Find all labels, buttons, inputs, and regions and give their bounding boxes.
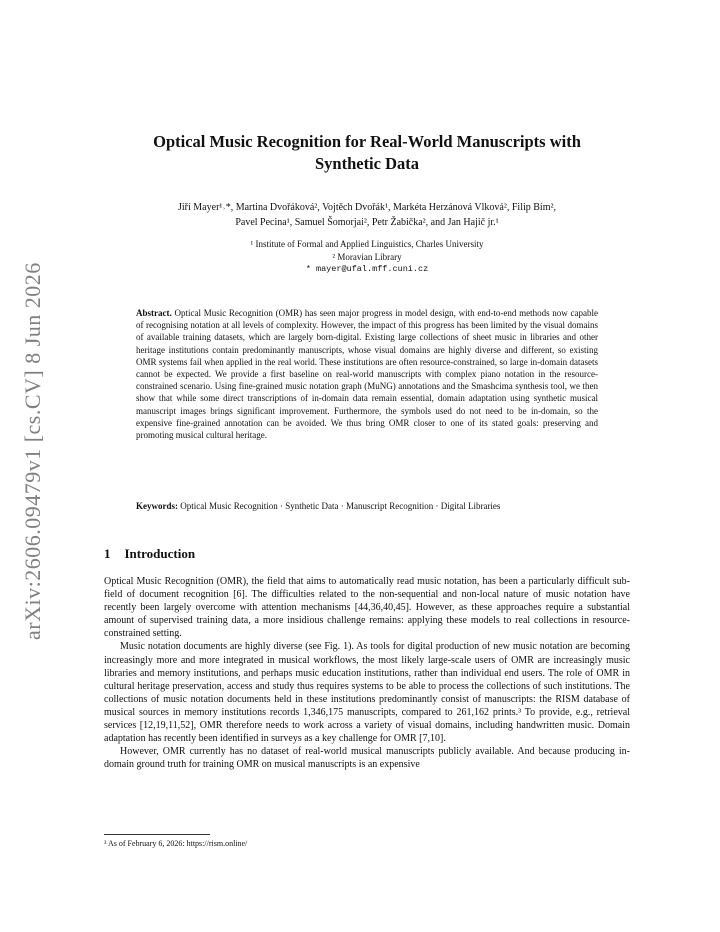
authors-line-1: Jiří Mayer¹˒*, Martina Dvořáková², Vojtěch Dvořák¹, Markéta Herzánová Vlková², Filip Bím², — [178, 202, 556, 213]
abstract — [136, 307, 598, 441]
paper-title — [104, 131, 630, 175]
title-line-2: Synthetic Data — [314, 154, 420, 173]
author-list — [104, 200, 630, 230]
section-number: 1 — [104, 546, 111, 561]
contact-email[interactable]: * mayer@ufal.mff.cuni.cz — [305, 264, 429, 274]
footnote-rule — [104, 834, 210, 835]
section-title: Introduction — [124, 546, 196, 561]
keywords-text: Optical Music Recognition · Synthetic Data · Manuscript Recognition · Digital Libraries — [180, 501, 501, 511]
abstract-text: Optical Music Recognition (OMR) has seen major progress in model design, with end-to-end methods now capable of recognising notation at all levels of complexity. However, the impact of this progress has been limited by the visual domains of available training datasets, which are largely born-digital. Existing large collections of sheet music in libraries and other heritage institutions contain predominantly manuscripts, whose visual domains are highly diverse and different, so existing OMR systems fail when applied in the real world. These institutions are often resource-constrained, so large in-domain datasets cannot be expected. We provide a first baseline on real-world manuscripts with complex piano notation in the resource-constrained scenario. Using fine-grained music notation graph (MuNG) annotations and the Smashcima synthesis tool, we then show that while some direct transcriptions of in-domain data remain essential, domain adaptation using synthetic musical manuscript images brings significant improvement. Furthermore, the symbols used do not need to be in-domain, so the expensive fine-grained annotation can be avoided. We thus bring OMR closer to one of its stated goals: preserving and promoting musical cultural heritage. — [136, 308, 599, 441]
abstract-label: Abstract. — [136, 308, 172, 318]
arxiv-identifier: arXiv:2606.09479v1 [cs.CV] 8 Jun 2026 — [20, 262, 45, 640]
paragraph: However, OMR currently has no dataset of real-world musical manuscripts publicly available. And because producing in-domain ground truth for training OMR on musical manuscripts is an expensive — [104, 746, 630, 771]
affiliation-1: ¹ Institute of Formal and Applied Linguistics, Charles University — [250, 239, 484, 249]
keywords — [136, 500, 598, 512]
title-line-1: Optical Music Recognition for Real-World Manuscripts with — [153, 132, 581, 151]
section-heading — [104, 546, 195, 562]
keywords-label: Keywords: — [136, 501, 178, 511]
authors-line-2: Pavel Pecina¹, Samuel Šomorjai², Petr Žabička², and Jan Hajič jr.¹ — [235, 217, 499, 228]
affiliations — [104, 238, 630, 276]
body-text — [104, 575, 630, 771]
affiliation-2: ² Moravian Library — [332, 251, 402, 262]
paragraph: Optical Music Recognition (OMR), the field that aims to automatically read music notation, has been a particularly difficult sub-field of document recognition [6]. The difficulties related to the non-sequential and non-local nature of music notation have recently been largely overcome with attention mechanisms [44,36,40,45]. However, as these approaches require a substantial amount of supervised training data, a more insidious challenge remains: applying these models to real collections in resource-constrained setting. — [104, 576, 630, 640]
footnote: ³ As of February 6, 2026: https://rism.online/ — [104, 839, 248, 848]
paragraph: Music notation documents are highly diverse (see Fig. 1). As tools for digital production of new music notation are becoming increasingly more and more integrated in musical workflows, the most likely large-scale users of OMR are increasingly music libraries and memory institutions, and perhaps music education institutions, rather than individual end users. The role of OMR in cultural heritage preservation, access and study thus requires systems to be able to process the collections of such institutions. The collections of music notation documents held in these institutions predominantly consist of manuscripts: the RISM database of musical sources in memory institutions records 1,346,175 manuscripts, compared to 261,162 prints.³ To provide, e.g., retrieval services [12,19,11,52], OMR therefore needs to work across a variety of visual domains, including handwritten music. Domain adaptation has recently been identified in surveys as a key challenge for OMR [7,10]. — [104, 641, 630, 745]
